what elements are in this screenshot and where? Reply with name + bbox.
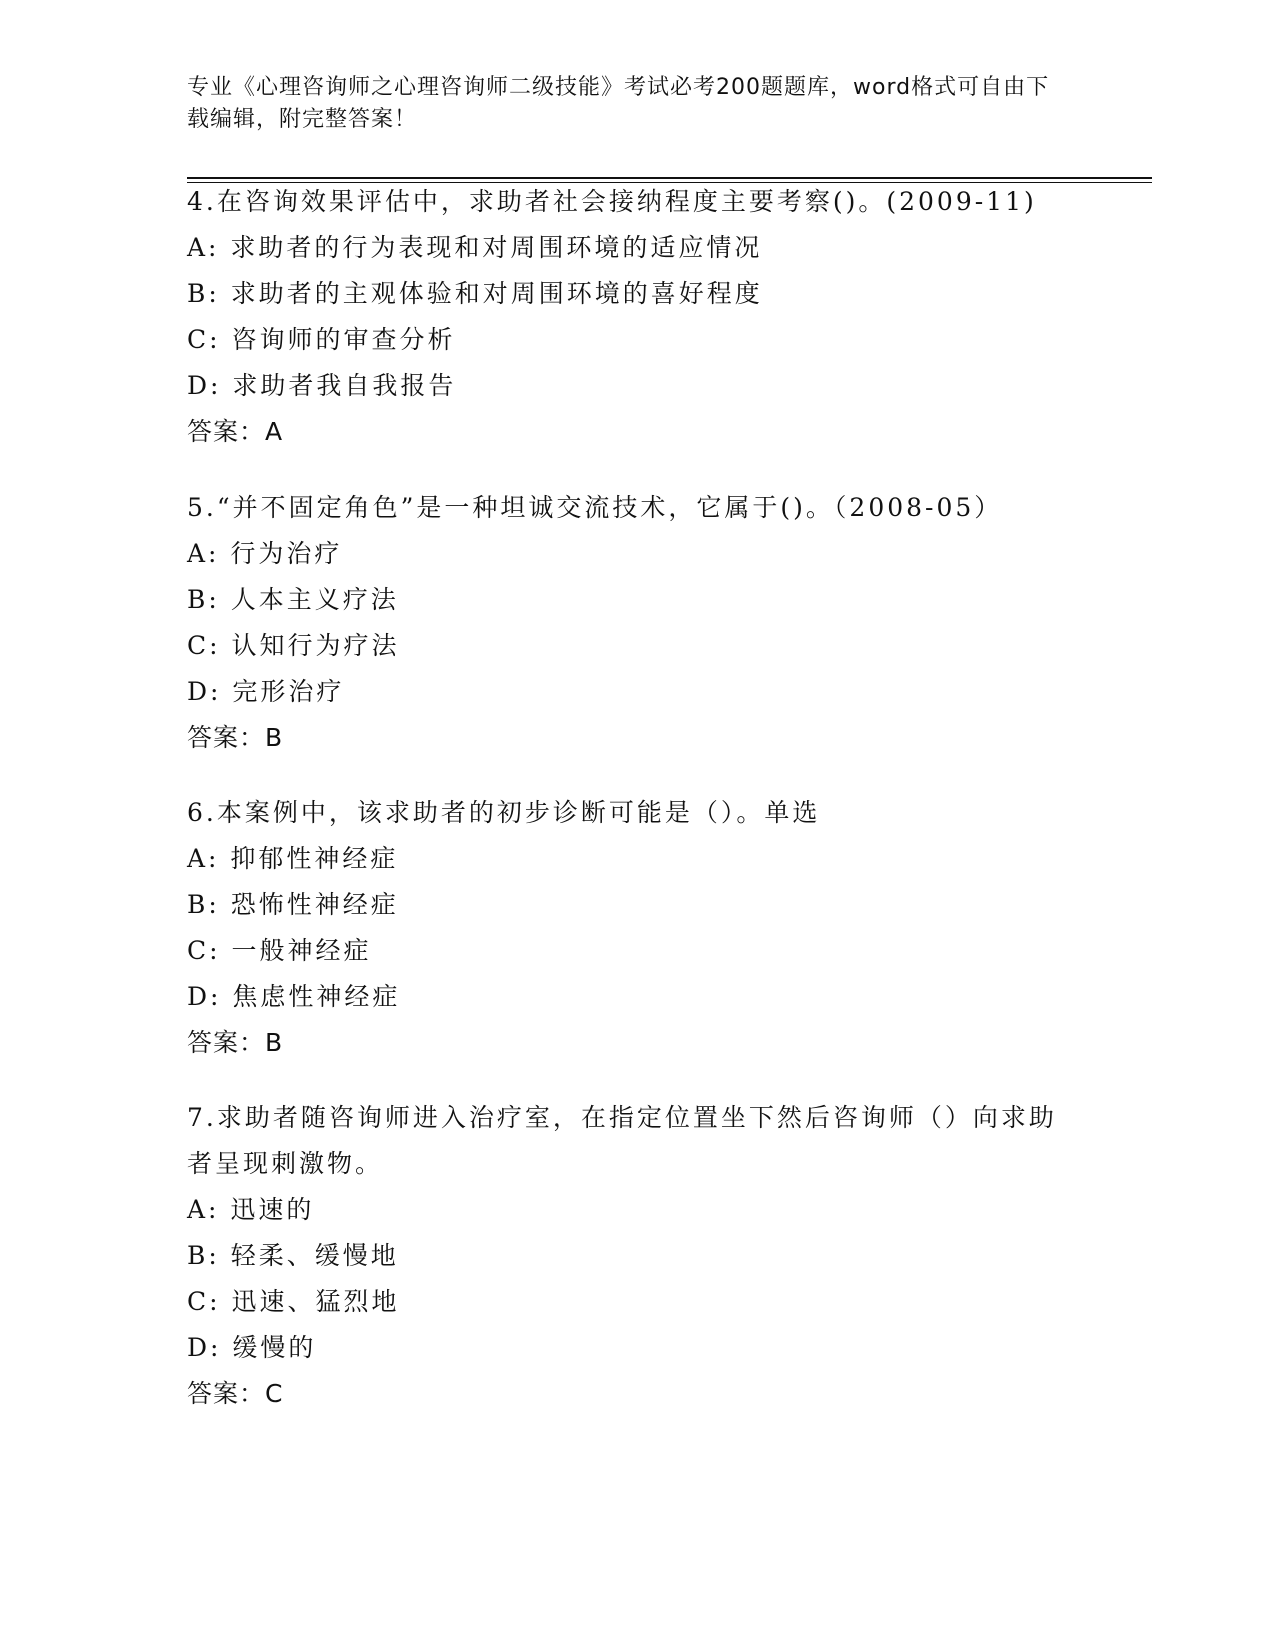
option-a: A: 求助者的行为表现和对周围环境的适应情况	[187, 233, 763, 262]
answer-label: 答案：C	[187, 1379, 284, 1408]
question-4	[187, 179, 1087, 455]
option-b: B: 人本主义疗法	[187, 585, 399, 614]
option-d: D: 缓慢的	[187, 1333, 317, 1362]
answer-label: 答案：A	[187, 417, 284, 446]
question-6	[187, 790, 1087, 1066]
question-7	[187, 1095, 1087, 1417]
option-b: B: 轻柔、缓慢地	[187, 1241, 399, 1270]
document-header: 专业《心理咨询师之心理咨询师二级技能》考试必考200题题库，word格式可自由下载编辑，附完整答案！	[187, 75, 1050, 132]
option-d: D: 焦虑性神经症	[187, 982, 401, 1011]
question-stem: 4.在咨询效果评估中，求助者社会接纳程度主要考察()。(2009-11)	[187, 187, 1037, 216]
answer-label: 答案：B	[187, 723, 284, 752]
option-a: A: 抑郁性神经症	[187, 844, 399, 873]
question-stem: 7.求助者随咨询师进入治疗室，在指定位置坐下然后咨询师（）向求助者呈现刺激物。	[187, 1103, 1057, 1178]
option-c: C: 咨询师的审查分析	[187, 325, 456, 354]
option-d: D: 求助者我自我报告	[187, 371, 457, 400]
option-c: C: 一般神经症	[187, 936, 372, 965]
option-a: A: 迅速的	[187, 1195, 315, 1224]
option-b: B: 恐怖性神经症	[187, 890, 399, 919]
option-a: A: 行为治疗	[187, 539, 343, 568]
answer-label: 答案：B	[187, 1028, 284, 1057]
question-5	[187, 485, 1087, 761]
option-d: D: 完形治疗	[187, 677, 345, 706]
option-c: C: 认知行为疗法	[187, 631, 400, 660]
question-stem: 6.本案例中，该求助者的初步诊断可能是（）。单选	[187, 798, 821, 827]
option-c: C: 迅速、猛烈地	[187, 1287, 400, 1316]
option-b: B: 求助者的主观体验和对周围环境的喜好程度	[187, 279, 763, 308]
question-stem: 5.“并不固定角色”是一种坦诚交流技术，它属于()。（2008-05）	[187, 493, 1003, 522]
